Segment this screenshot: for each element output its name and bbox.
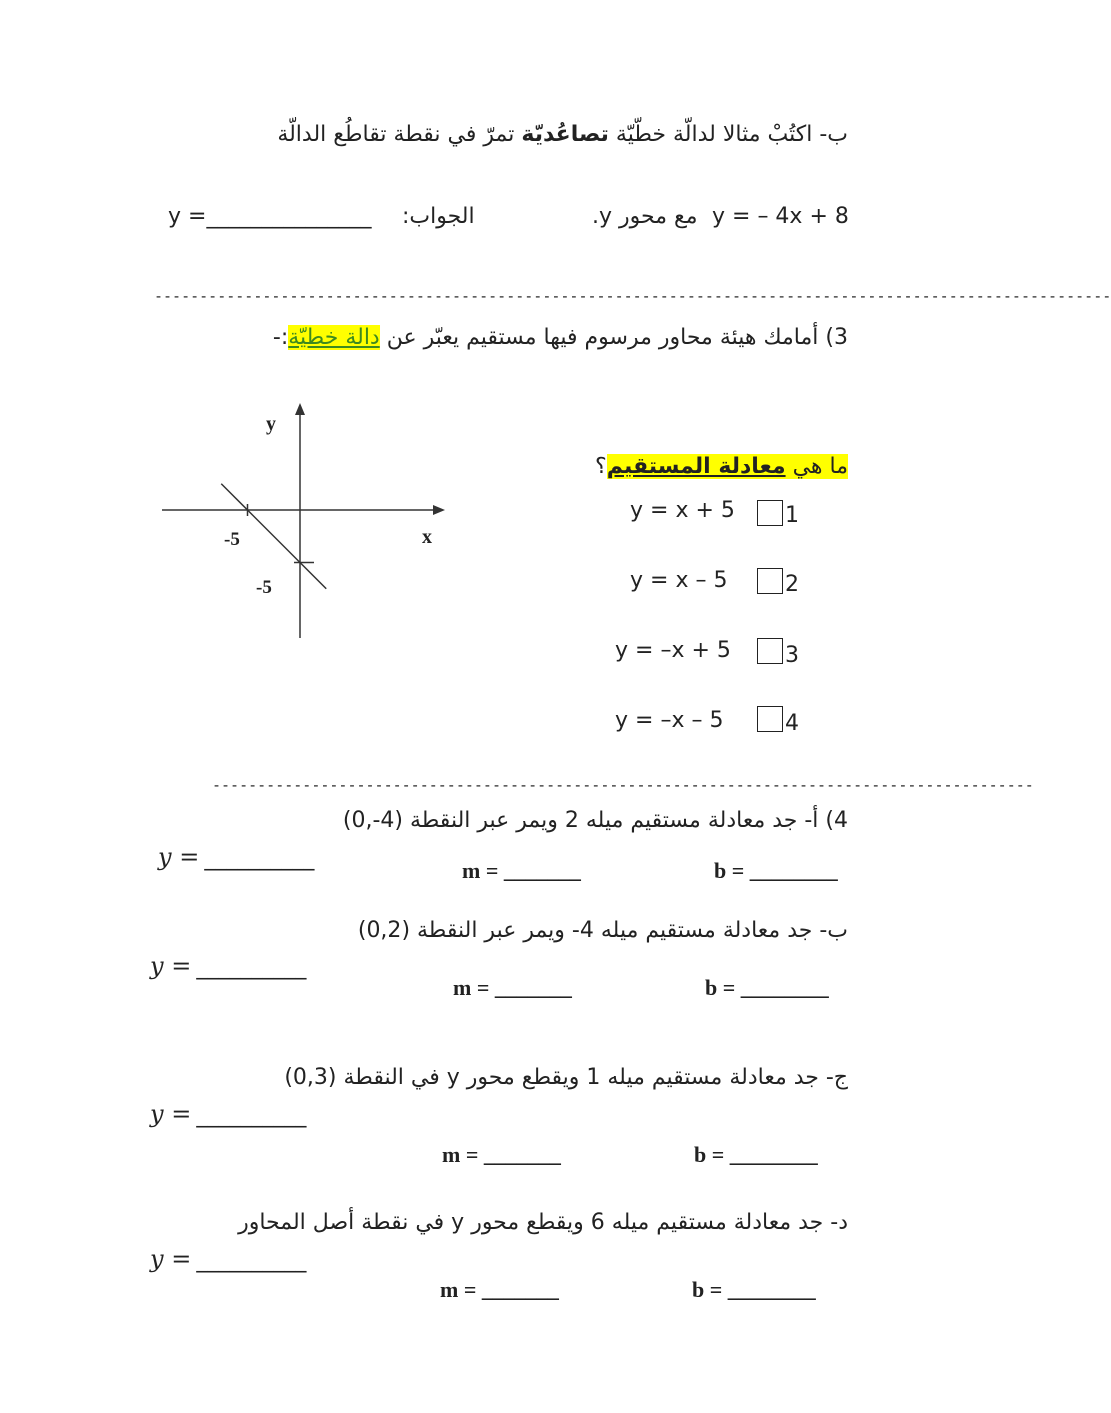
- q2b-line1-end: تمرّ في نقطة تقاطُع الدالّة: [277, 122, 515, 147]
- axes-graph: [150, 395, 460, 645]
- x-axis-arrow: [433, 505, 445, 515]
- option-eq: y = x – 5: [630, 568, 728, 593]
- m-blank[interactable]: m = _______: [453, 975, 572, 1000]
- x-axis-label: x: [422, 526, 432, 548]
- q3-prompt: [273, 325, 848, 350]
- y-label: y =: [150, 1100, 192, 1128]
- q3-prefix: 3) أمامك هيئة محاور مرسوم فيها مستقيم يعبّر عن: [386, 325, 848, 350]
- answer-blank[interactable]: y =_______________: [168, 204, 372, 229]
- q2b-line1-text: ب- اكتُبْ مثالا لدالّة خطّيّة: [615, 122, 848, 147]
- q3-highlight: دالة خطيّة: [288, 325, 380, 350]
- option-number: 1: [785, 503, 799, 528]
- b-blank[interactable]: b = ________: [705, 975, 829, 1000]
- q3-question-bold: معادلة المستقيم: [606, 454, 786, 479]
- option-checkbox-2[interactable]: [757, 568, 783, 594]
- y-tick-label: -5: [256, 577, 272, 598]
- q3-question-prefix: ما هي: [792, 454, 848, 479]
- divider: ----------------------------------------------------------------------------------------------------------: [154, 287, 1111, 305]
- m-blank[interactable]: m = _______: [440, 1277, 559, 1302]
- y-label: y =: [158, 843, 200, 871]
- q4d-y: [150, 1245, 306, 1273]
- m-blank[interactable]: m = _______: [442, 1142, 561, 1167]
- option-checkbox-3[interactable]: [757, 638, 783, 664]
- q3-question: [595, 454, 848, 479]
- q4b-text: ب- جد معادلة مستقيم ميله 4- ويمر عبر النقطة (0,2): [357, 918, 848, 943]
- m-blank[interactable]: m = _______: [462, 858, 581, 883]
- option-eq: y = x + 5: [630, 498, 735, 523]
- answer-label: الجواب:: [402, 204, 475, 229]
- q4c-text: ج- جد معادلة مستقيم ميله 1 ويقطع محور y في النقطة (0,3): [284, 1065, 848, 1090]
- option-eq: y = –x + 5: [615, 638, 731, 663]
- b-blank[interactable]: b = ________: [692, 1277, 816, 1302]
- q2b-bold-word: تصاعُديّة: [521, 122, 609, 147]
- q3-question-mark: ؟: [595, 454, 607, 479]
- option-checkbox-4[interactable]: [757, 706, 783, 732]
- q4b-y: [150, 952, 306, 980]
- y-blank[interactable]: __________: [196, 955, 307, 980]
- y-axis-arrow: [295, 403, 305, 415]
- divider: -------------------------------------------------------------------------------------------: [212, 776, 1034, 794]
- option-checkbox-1[interactable]: [757, 500, 783, 526]
- y-label: y =: [150, 1245, 192, 1273]
- q2b-line1: [277, 122, 848, 147]
- q4a-y: [158, 843, 314, 871]
- q3-suffix: :-: [272, 325, 289, 350]
- y-label: y =: [150, 952, 192, 980]
- y-blank[interactable]: __________: [196, 1103, 307, 1128]
- option-eq: y = –x – 5: [615, 708, 724, 733]
- option-number: 4: [785, 711, 799, 736]
- q4a-text: 4) أ- جد معادلة مستقيم ميله 2 ويمر عبر النقطة (4-,0): [342, 808, 848, 833]
- q4c-y: [150, 1100, 306, 1128]
- y-blank[interactable]: __________: [196, 1248, 307, 1273]
- q2b-line2-text: مع محور y.: [592, 204, 698, 229]
- q2b-expr: y = – 4x + 8: [712, 204, 849, 229]
- option-number: 3: [785, 643, 799, 668]
- x-tick-label: -5: [224, 529, 240, 550]
- b-blank[interactable]: b = ________: [714, 858, 838, 883]
- b-blank[interactable]: b = ________: [694, 1142, 818, 1167]
- option-number: 2: [785, 572, 799, 597]
- q4d-text: د- جد معادلة مستقيم ميله 6 ويقطع محور y في نقطة أصل المحاور: [238, 1210, 848, 1235]
- y-axis-label: y: [266, 413, 276, 435]
- y-blank[interactable]: __________: [204, 846, 315, 871]
